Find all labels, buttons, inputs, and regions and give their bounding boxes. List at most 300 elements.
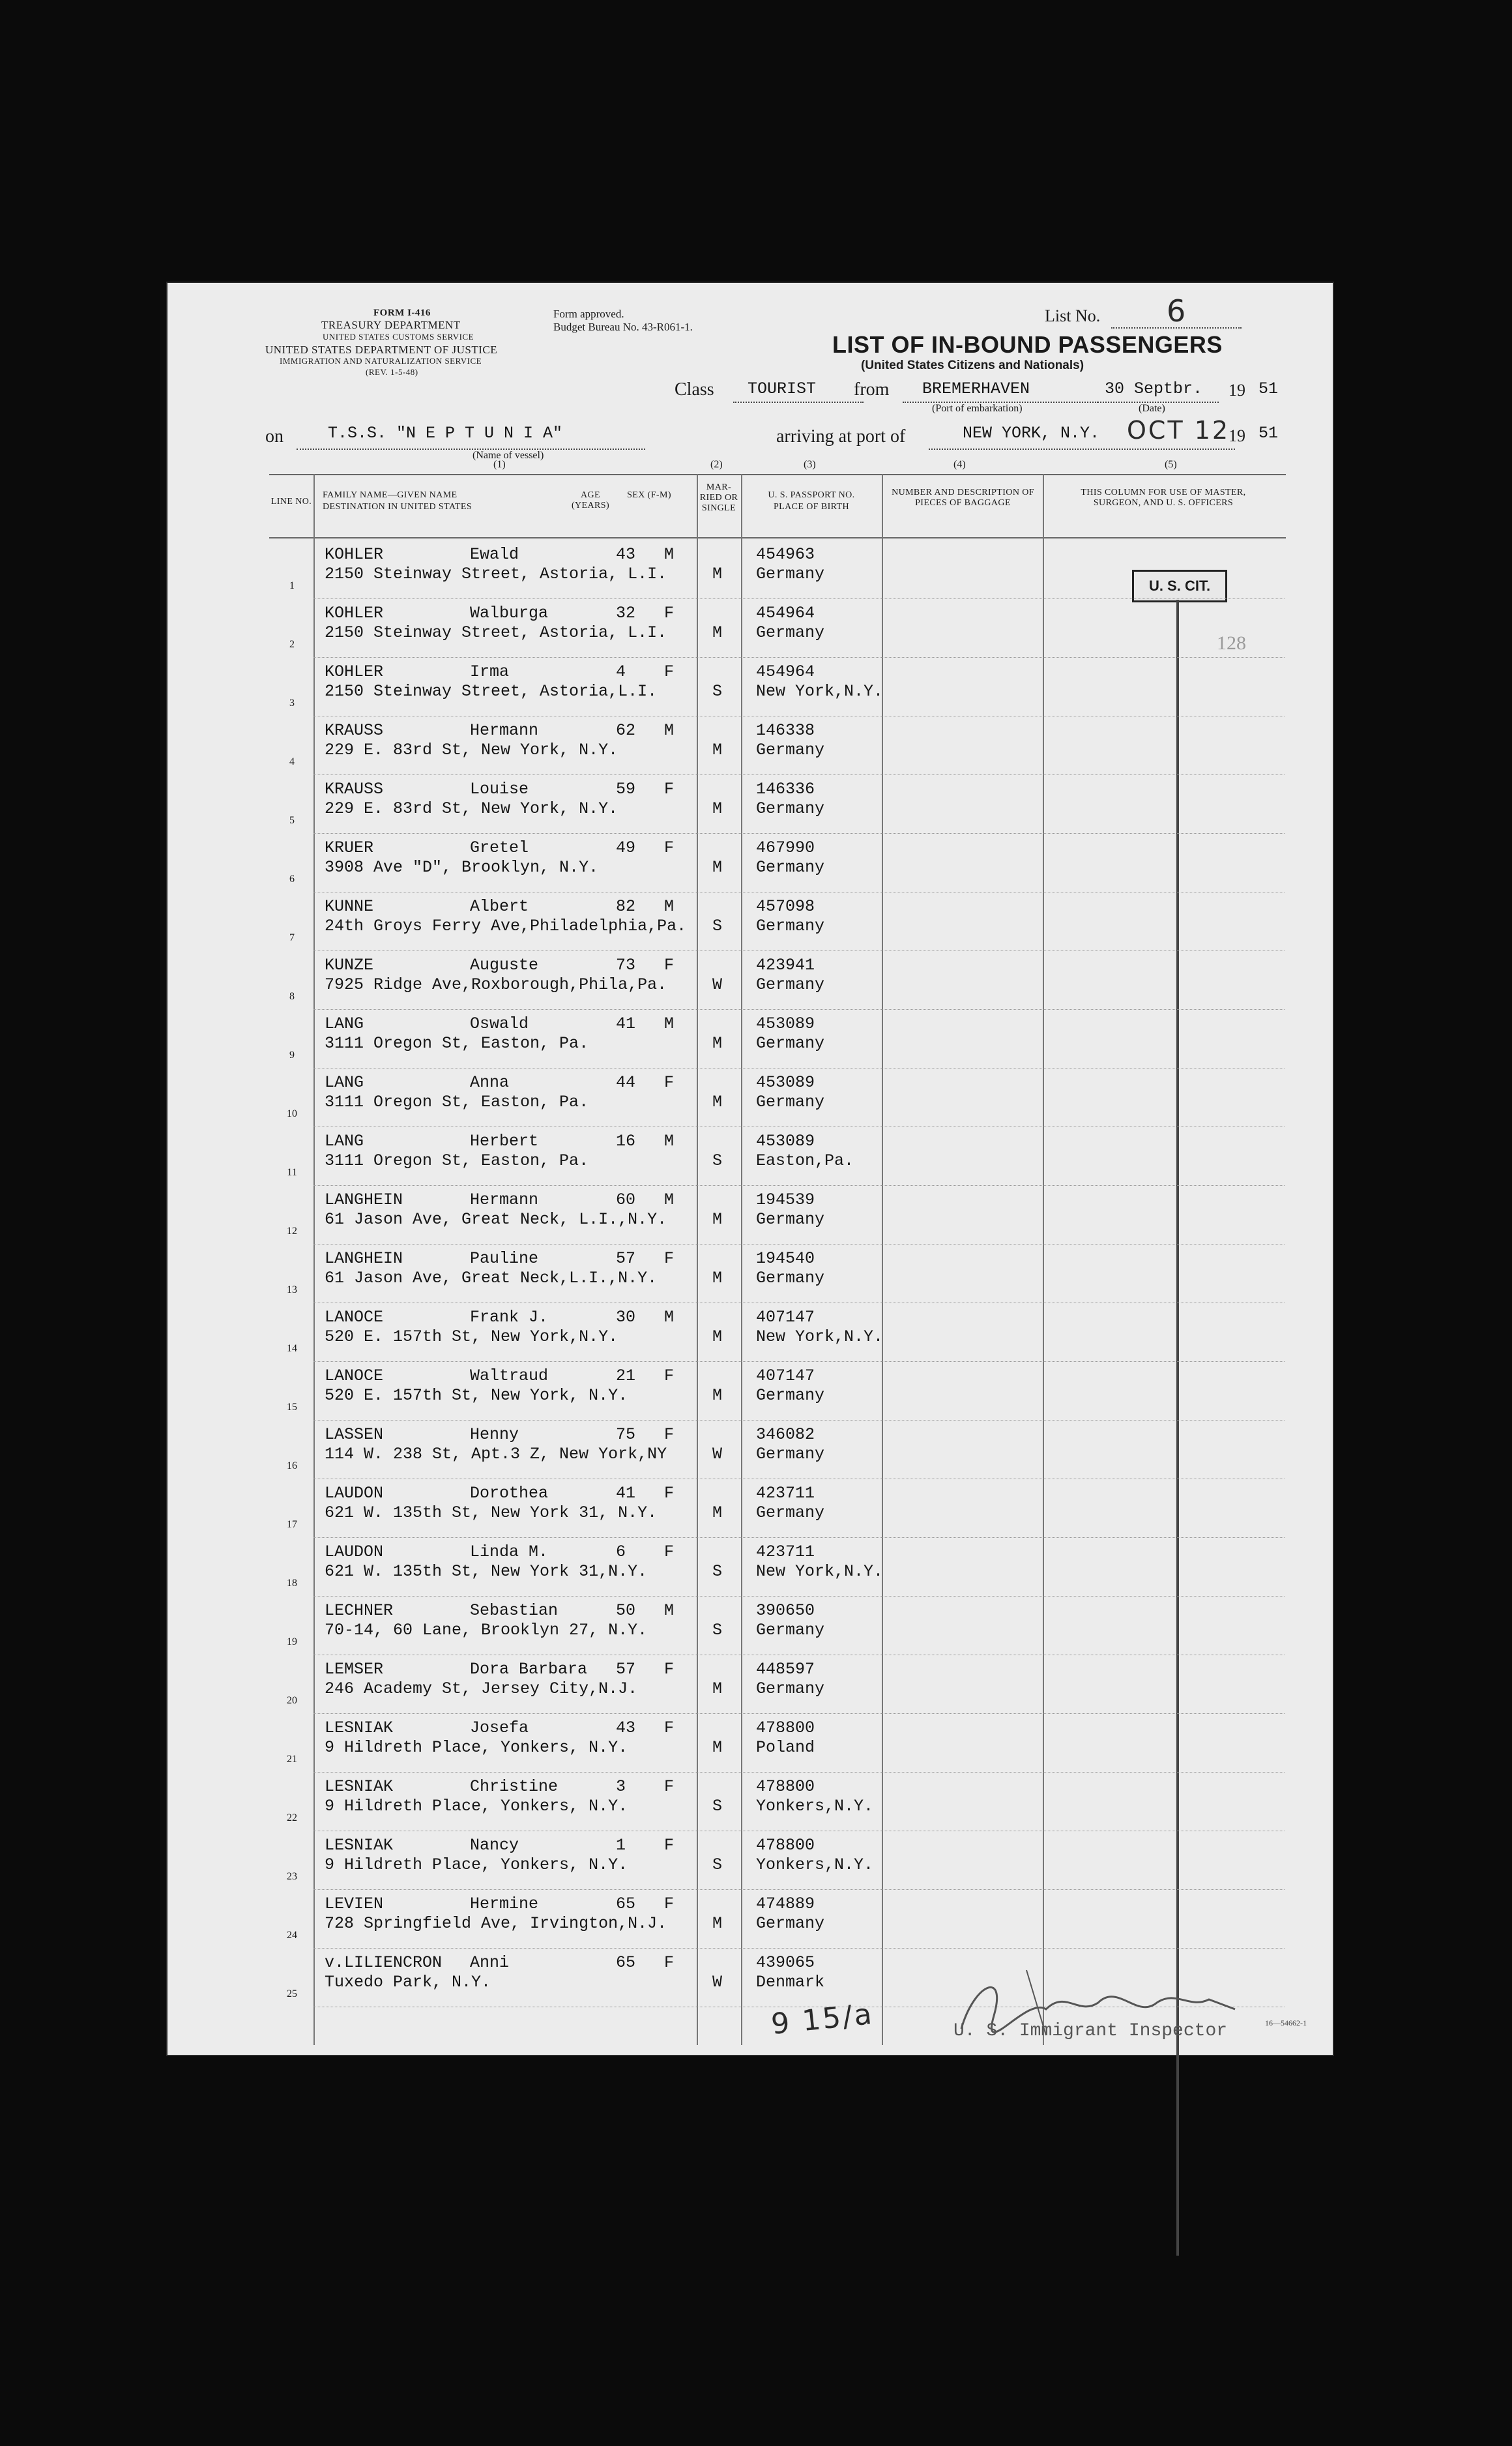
table-row — [166, 1891, 1334, 1949]
marital-status: W — [712, 1973, 723, 1992]
row-divider — [313, 774, 1285, 775]
marital-status: S — [712, 1151, 723, 1170]
year-value: 51 — [1258, 379, 1279, 398]
destination-address: 3908 Ave "D", Brooklyn, N.Y. — [325, 858, 599, 877]
age: 57 — [616, 1249, 636, 1268]
arrival-date: OCT 12 — [1127, 416, 1230, 445]
handwritten-note: 9 15/a — [769, 1997, 875, 2042]
given-name: Hermann — [470, 721, 539, 740]
side-number: 128 — [1217, 632, 1246, 654]
marital-status: M — [712, 1034, 723, 1053]
row-divider — [313, 833, 1285, 834]
arriving-label: arriving at port of — [776, 426, 906, 447]
sex: F — [664, 1660, 675, 1679]
sex: F — [664, 1542, 675, 1561]
destination-address: 70-14, 60 Lane, Brooklyn 27, N.Y. — [325, 1621, 648, 1640]
given-name: Hermann — [470, 1190, 539, 1209]
sex: M — [664, 721, 675, 740]
us-citizen-stamp: U. S. CIT. — [1132, 570, 1227, 602]
destination-address: 520 E. 157th St, New York, N.Y. — [325, 1386, 628, 1405]
print-code: 16—54662-1 — [1265, 2018, 1307, 2027]
list-no-label: List No. — [1045, 306, 1101, 325]
destination-address: 3111 Oregon St, Easton, Pa. — [325, 1093, 589, 1112]
passport-number: 453089 — [756, 1132, 815, 1151]
destination-address: 7925 Ridge Ave,Roxborough,Phila,Pa. — [325, 975, 667, 994]
on-label: on — [265, 426, 284, 447]
place-of-birth: Germany — [756, 1210, 825, 1229]
document-title: LIST OF IN-BOUND PASSENGERS — [832, 331, 1223, 358]
table-row — [166, 834, 1334, 893]
place-of-birth: Germany — [756, 1679, 825, 1698]
given-name: Henny — [470, 1425, 519, 1444]
sex: F — [664, 1425, 675, 1444]
sex: M — [664, 1014, 675, 1033]
destination-address: Tuxedo Park, N.Y. — [325, 1973, 491, 1992]
destination-address: 9 Hildreth Place, Yonkers, N.Y. — [325, 1797, 628, 1816]
age: 32 — [616, 604, 636, 623]
line-number: 15 — [287, 1402, 297, 1413]
age: 16 — [616, 1132, 636, 1151]
passport-number: 453089 — [756, 1014, 815, 1033]
row-divider — [313, 1596, 1285, 1597]
table-row — [166, 1421, 1334, 1480]
marital-status: S — [712, 1797, 723, 1816]
destination-address: 2150 Steinway Street, Astoria,L.I. — [325, 682, 658, 701]
family-name: LESNIAK — [325, 1836, 394, 1855]
sex: M — [664, 897, 675, 916]
row-divider — [313, 1713, 1285, 1714]
port-embarkation-caption: (Port of embarkation) — [932, 403, 1023, 414]
line-number: 18 — [287, 1578, 297, 1589]
given-name: Louise — [470, 780, 529, 799]
age: 60 — [616, 1190, 636, 1209]
row-divider — [313, 1244, 1285, 1245]
age: 21 — [616, 1366, 636, 1385]
destination-address: 229 E. 83rd St, New York, N.Y. — [325, 741, 618, 759]
line-number: 8 — [289, 991, 295, 1002]
given-name: Irma — [470, 662, 510, 681]
table-row — [166, 1010, 1334, 1069]
header-passport: U. S. PASSPORT NO. — [768, 490, 855, 500]
given-name: Sebastian — [470, 1601, 559, 1620]
passport-number: 407147 — [756, 1366, 815, 1385]
place-of-birth: Germany — [756, 741, 825, 759]
given-name: Christine — [470, 1777, 559, 1796]
date-caption: (Date) — [1139, 403, 1165, 414]
given-name: Frank J. — [470, 1308, 549, 1327]
line-number: 19 — [287, 1636, 297, 1647]
place-of-birth: Germany — [756, 1445, 825, 1464]
arrival-port: NEW YORK, N.Y. — [963, 424, 1100, 443]
passport-number: 457098 — [756, 897, 815, 916]
table-row — [166, 1128, 1334, 1186]
line-number: 11 — [287, 1167, 297, 1178]
family-name: KRUER — [325, 838, 374, 857]
table-row — [166, 1304, 1334, 1363]
age: 43 — [616, 1718, 636, 1737]
family-name: LAUDON — [325, 1484, 384, 1503]
passport-number: 453089 — [756, 1073, 815, 1092]
given-name: Ewald — [470, 545, 519, 564]
passport-number: 194540 — [756, 1249, 815, 1268]
place-of-birth: Germany — [756, 565, 825, 583]
table-row — [166, 658, 1334, 717]
destination-address: 9 Hildreth Place, Yonkers, N.Y. — [325, 1738, 628, 1757]
table-row — [166, 1773, 1334, 1832]
family-name: LANG — [325, 1132, 364, 1151]
marital-status: S — [712, 1621, 723, 1640]
passport-number: 423941 — [756, 956, 815, 975]
vessel-name: T.S.S. "N E P T U N I A" — [328, 424, 563, 443]
sex: F — [664, 1718, 675, 1737]
passport-number: 454964 — [756, 662, 815, 681]
place-of-birth: Germany — [756, 1034, 825, 1053]
row-divider — [313, 1420, 1285, 1421]
line-number: 1 — [289, 580, 295, 591]
marital-status: S — [712, 917, 723, 936]
header-age: AGE (YEARS) — [571, 490, 610, 510]
line-number: 21 — [287, 1754, 297, 1765]
line-number: 24 — [287, 1930, 297, 1941]
age: 73 — [616, 956, 636, 975]
table-row — [166, 1832, 1334, 1891]
sex: M — [664, 1601, 675, 1620]
marital-status: M — [712, 799, 723, 818]
line-number: 10 — [287, 1108, 297, 1119]
header-birthplace: PLACE OF BIRTH — [774, 502, 849, 512]
class-value: TOURIST — [748, 379, 817, 398]
table-row — [166, 1186, 1334, 1245]
family-name: LANOCE — [325, 1308, 384, 1327]
sex: F — [664, 838, 675, 857]
given-name: Albert — [470, 897, 529, 916]
destination-address: 3111 Oregon St, Easton, Pa. — [325, 1151, 589, 1170]
age: 41 — [616, 1014, 636, 1033]
age: 75 — [616, 1425, 636, 1444]
place-of-birth: Germany — [756, 917, 825, 936]
header-destination: DESTINATION IN UNITED STATES — [323, 502, 472, 512]
department-treasury-sub: UNITED STATES CUSTOMS SERVICE — [323, 332, 474, 342]
from-label: from — [854, 379, 890, 400]
passport-number: 467990 — [756, 838, 815, 857]
table-row — [166, 952, 1334, 1010]
department-justice: UNITED STATES DEPARTMENT OF JUSTICE — [265, 344, 498, 356]
age: 30 — [616, 1308, 636, 1327]
place-of-birth: New York,N.Y. — [756, 682, 884, 701]
place-of-birth: Poland — [756, 1738, 815, 1757]
given-name: Waltraud — [470, 1366, 549, 1385]
marital-status: M — [712, 1093, 723, 1112]
sex: F — [664, 1953, 675, 1972]
header-baggage: NUMBER AND DESCRIPTION OF PIECES OF BAGGAGE — [892, 488, 1034, 508]
given-name: Oswald — [470, 1014, 529, 1033]
passport-number: 454964 — [756, 604, 815, 623]
departure-date: 30 Septbr. — [1105, 379, 1203, 398]
table-row — [166, 1656, 1334, 1715]
passport-number: 439065 — [756, 1953, 815, 1972]
family-name: LEVIEN — [325, 1894, 384, 1913]
line-number: 3 — [289, 698, 295, 709]
sex: F — [664, 780, 675, 799]
destination-address: 114 W. 238 St, Apt.3 Z, New York,NY — [325, 1445, 667, 1464]
place-of-birth: Germany — [756, 1269, 825, 1288]
marital-status: M — [712, 1386, 723, 1405]
passport-number: 390650 — [756, 1601, 815, 1620]
age: 82 — [616, 897, 636, 916]
place-of-birth: Germany — [756, 1914, 825, 1933]
row-divider — [313, 1537, 1285, 1538]
given-name: Auguste — [470, 956, 539, 975]
destination-address: 621 W. 135th St, New York 31,N.Y. — [325, 1562, 648, 1581]
passport-number: 407147 — [756, 1308, 815, 1327]
arrival-year-prefix: 19 — [1228, 426, 1245, 445]
line-number: 22 — [287, 1812, 297, 1823]
family-name: KUNNE — [325, 897, 374, 916]
line-number: 23 — [287, 1871, 297, 1882]
place-of-birth: Denmark — [756, 1973, 825, 1992]
passport-number: 448597 — [756, 1660, 815, 1679]
given-name: Herbert — [470, 1132, 539, 1151]
row-divider — [313, 1772, 1285, 1773]
age: 50 — [616, 1601, 636, 1620]
header-officers: THIS COLUMN FOR USE OF MASTER, SURGEON, AND U. S. OFFICERS — [1081, 488, 1246, 508]
sex: F — [664, 1366, 675, 1385]
family-name: LEMSER — [325, 1660, 384, 1679]
given-name: Walburga — [470, 604, 549, 623]
family-name: LANG — [325, 1014, 364, 1033]
place-of-birth: Germany — [756, 1093, 825, 1112]
passport-number: 423711 — [756, 1542, 815, 1561]
passport-number: 146338 — [756, 721, 815, 740]
class-label: Class — [675, 379, 714, 400]
age: 4 — [616, 662, 626, 681]
passport-number: 423711 — [756, 1484, 815, 1503]
passport-number: 478800 — [756, 1777, 815, 1796]
line-number: 6 — [289, 874, 295, 885]
place-of-birth: Germany — [756, 1386, 825, 1405]
age: 1 — [616, 1836, 626, 1855]
line-number: 9 — [289, 1050, 295, 1061]
passenger-list-sheet — [166, 282, 1334, 2056]
passport-number: 454963 — [756, 545, 815, 564]
family-name: LESNIAK — [325, 1777, 394, 1796]
sex: F — [664, 1836, 675, 1855]
destination-address: 3111 Oregon St, Easton, Pa. — [325, 1034, 589, 1053]
marital-status: W — [712, 1445, 723, 1464]
header-married: MAR-RIED OR SINGLE — [699, 482, 738, 513]
row-divider — [313, 1009, 1285, 1010]
destination-address: 24th Groys Ferry Ave,Philadelphia,Pa. — [325, 917, 687, 936]
place-of-birth: Germany — [756, 975, 825, 994]
family-name: KUNZE — [325, 956, 374, 975]
place-of-birth: Germany — [756, 1503, 825, 1522]
table-row — [166, 1069, 1334, 1128]
passport-number: 478800 — [756, 1836, 815, 1855]
destination-address: 246 Academy St, Jersey City,N.J. — [325, 1679, 638, 1698]
line-number: 7 — [289, 932, 295, 943]
destination-address: 9 Hildreth Place, Yonkers, N.Y. — [325, 1855, 628, 1874]
age: 62 — [616, 721, 636, 740]
family-name: KOHLER — [325, 662, 384, 681]
table-row — [166, 1480, 1334, 1539]
marital-status: M — [712, 1914, 723, 1933]
line-number: 2 — [289, 639, 295, 650]
year-prefix: 19 — [1228, 381, 1245, 400]
marital-status: M — [712, 1327, 723, 1346]
family-name: v.LILIENCRON — [325, 1953, 443, 1972]
form-revision: (REV. 1-5-48) — [366, 367, 418, 377]
column-number-4: (4) — [953, 459, 966, 470]
row-divider — [313, 1948, 1285, 1949]
row-divider — [313, 1889, 1285, 1890]
line-number: 20 — [287, 1695, 297, 1706]
destination-address: 2150 Steinway Street, Astoria, L.I. — [325, 565, 667, 583]
given-name: Nancy — [470, 1836, 519, 1855]
destination-address: 2150 Steinway Street, Astoria, L.I. — [325, 623, 667, 642]
age: 43 — [616, 545, 636, 564]
given-name: Pauline — [470, 1249, 539, 1268]
port-of-embarkation: BREMERHAVEN — [922, 379, 1030, 398]
sex: F — [664, 1894, 675, 1913]
line-number: 5 — [289, 815, 295, 826]
age: 41 — [616, 1484, 636, 1503]
family-name: LANGHEIN — [325, 1190, 403, 1209]
table-row — [166, 1539, 1334, 1597]
passport-number: 146336 — [756, 780, 815, 799]
table-row — [166, 893, 1334, 952]
destination-address: 61 Jason Ave, Great Neck,L.I.,N.Y. — [325, 1269, 658, 1288]
marital-status: M — [712, 1738, 723, 1757]
given-name: Anna — [470, 1073, 510, 1092]
marital-status: S — [712, 682, 723, 701]
document-subtitle: (United States Citizens and Nationals) — [861, 359, 1084, 372]
sex: F — [664, 1484, 675, 1503]
sex: M — [664, 545, 675, 564]
list-no-value: 6 — [1167, 293, 1188, 329]
marital-status: M — [712, 1269, 723, 1288]
column-number-2: (2) — [710, 459, 723, 470]
age: 59 — [616, 780, 636, 799]
sex: F — [664, 662, 675, 681]
family-name: LANG — [325, 1073, 364, 1092]
line-number: 14 — [287, 1343, 297, 1354]
given-name: Dorothea — [470, 1484, 549, 1503]
marital-status: M — [712, 623, 723, 642]
marital-status: S — [712, 1562, 723, 1581]
place-of-birth: Germany — [756, 799, 825, 818]
line-number: 16 — [287, 1460, 297, 1471]
arrival-year: 51 — [1258, 424, 1279, 443]
age: 3 — [616, 1777, 626, 1796]
family-name: KOHLER — [325, 545, 384, 564]
sex: M — [664, 1132, 675, 1151]
line-number: 4 — [289, 756, 295, 767]
table-row — [166, 776, 1334, 834]
budget-bureau: Budget Bureau No. 43-R061-1. — [553, 321, 693, 333]
table-row — [166, 600, 1334, 658]
family-name: KRAUSS — [325, 780, 384, 799]
place-of-birth: Germany — [756, 858, 825, 877]
family-name: KRAUSS — [325, 721, 384, 740]
destination-address: 520 E. 157th St, New York,N.Y. — [325, 1327, 618, 1346]
line-number: 25 — [287, 1988, 297, 1999]
marital-status: M — [712, 1210, 723, 1229]
sex: F — [664, 956, 675, 975]
family-name: LANOCE — [325, 1366, 384, 1385]
marital-status: M — [712, 1679, 723, 1698]
family-name: KOHLER — [325, 604, 384, 623]
passport-number: 346082 — [756, 1425, 815, 1444]
row-divider — [313, 1185, 1285, 1186]
table-row — [166, 1715, 1334, 1773]
row-divider — [313, 1361, 1285, 1362]
destination-address: 229 E. 83rd St, New York, N.Y. — [325, 799, 618, 818]
age: 57 — [616, 1660, 636, 1679]
column-number-1: (1) — [493, 459, 506, 470]
sex: F — [664, 1249, 675, 1268]
header-sex: SEX (F-M) — [627, 490, 671, 500]
passport-number: 194539 — [756, 1190, 815, 1209]
marital-status: M — [712, 741, 723, 759]
family-name: LAUDON — [325, 1542, 384, 1561]
table-row — [166, 1363, 1334, 1421]
destination-address: 61 Jason Ave, Great Neck, L.I.,N.Y. — [325, 1210, 667, 1229]
table-row — [166, 717, 1334, 776]
age: 49 — [616, 838, 636, 857]
place-of-birth: Germany — [756, 623, 825, 642]
given-name: Dora Barbara — [470, 1660, 588, 1679]
marital-status: M — [712, 1503, 723, 1522]
sex: F — [664, 1777, 675, 1796]
column-number-3: (3) — [804, 459, 816, 470]
column-number-5: (5) — [1165, 459, 1177, 470]
family-name: LESNIAK — [325, 1718, 394, 1737]
form-number: FORM I-416 — [373, 308, 431, 318]
vessel-caption: (Name of vessel) — [472, 450, 544, 461]
passport-number: 478800 — [756, 1718, 815, 1737]
age: 65 — [616, 1894, 636, 1913]
sex: F — [664, 1073, 675, 1092]
given-name: Anni — [470, 1953, 510, 1972]
marital-status: M — [712, 565, 723, 583]
passport-number: 474889 — [756, 1894, 815, 1913]
form-approved: Form approved. — [553, 308, 624, 320]
sex: M — [664, 1308, 675, 1327]
family-name: LASSEN — [325, 1425, 384, 1444]
age: 6 — [616, 1542, 626, 1561]
destination-address: 728 Springfield Ave, Irvington,N.J. — [325, 1914, 667, 1933]
place-of-birth: Yonkers,N.Y. — [756, 1855, 874, 1874]
marital-status: S — [712, 1855, 723, 1874]
given-name: Linda M. — [470, 1542, 549, 1561]
row-divider — [313, 657, 1285, 658]
family-name: LECHNER — [325, 1601, 394, 1620]
department-justice-sub: IMMIGRATION AND NATURALIZATION SERVICE — [280, 356, 482, 366]
immigrant-inspector-label: U. S. Immigrant Inspector — [953, 2021, 1228, 2041]
marital-status: M — [712, 858, 723, 877]
row-divider — [313, 950, 1285, 951]
header-family-name: FAMILY NAME—GIVEN NAME — [323, 490, 458, 500]
family-name: LANGHEIN — [325, 1249, 403, 1268]
line-number: 13 — [287, 1284, 297, 1295]
place-of-birth: Germany — [756, 1621, 825, 1640]
header-line-no: LINE NO. — [270, 497, 312, 507]
place-of-birth: New York,N.Y. — [756, 1327, 884, 1346]
destination-address: 621 W. 135th St, New York 31, N.Y. — [325, 1503, 658, 1522]
table-row — [166, 1245, 1334, 1304]
place-of-birth: New York,N.Y. — [756, 1562, 884, 1581]
marital-status: W — [712, 975, 723, 994]
